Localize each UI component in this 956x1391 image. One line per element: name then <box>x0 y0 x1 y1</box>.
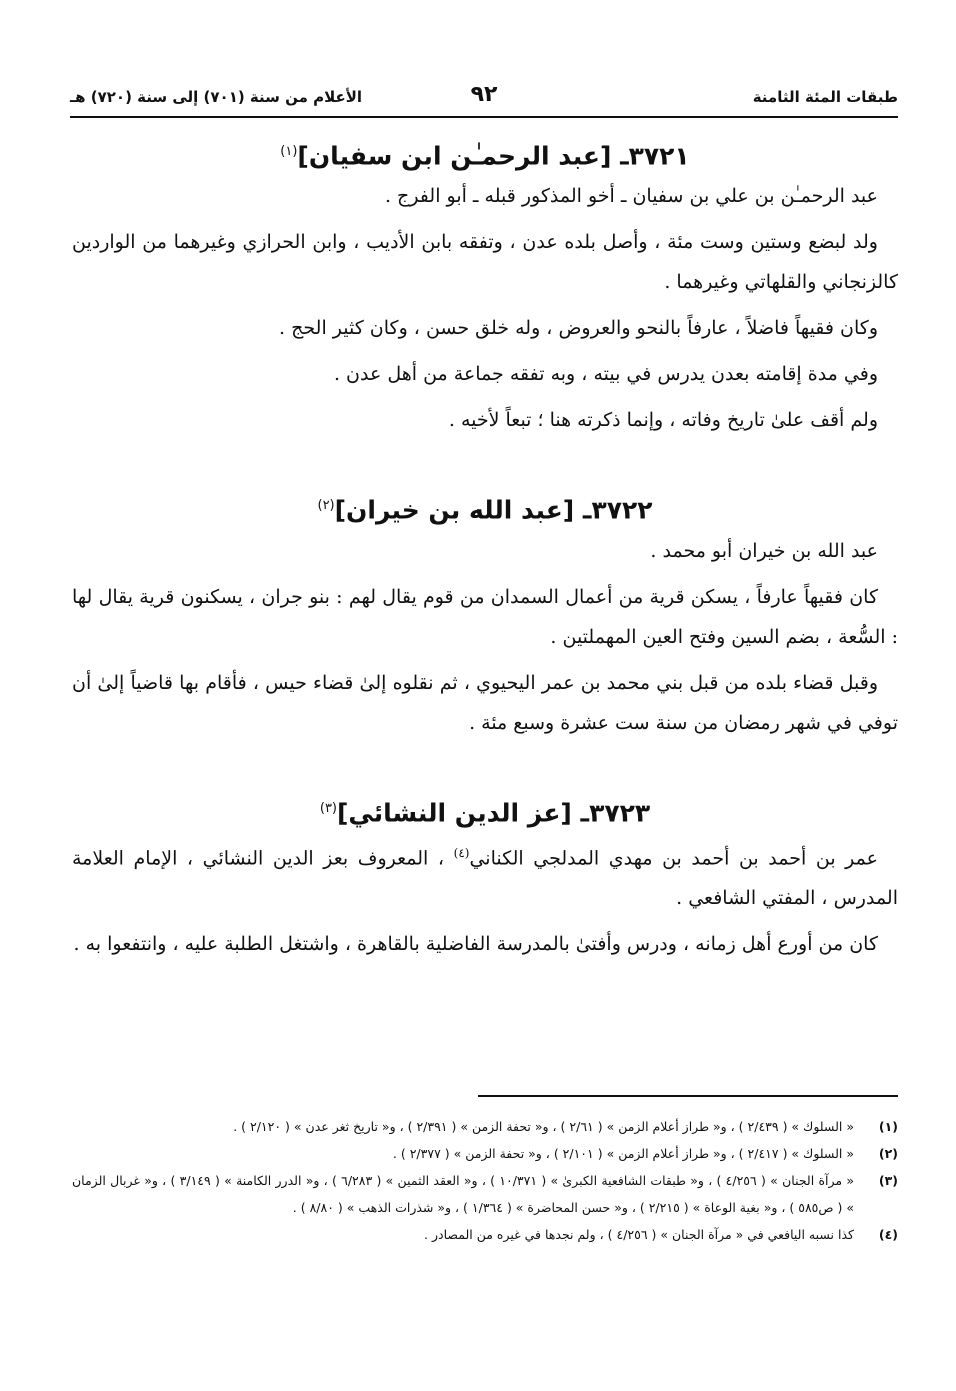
footnote-number: (٣) <box>878 1173 898 1188</box>
footnote-number: (١) <box>878 1119 898 1134</box>
paragraph: عبد الرحمـٰن بن علي بن سفيان ـ أخو المذكور قبله ـ أبو الفرج . <box>384 185 878 208</box>
footnote-text: كذا نسبه اليافعي في « مرآة الجنان » ( ٤/٢٥٦ ) ، ولم نجدها في غيره من المصادر . <box>424 1227 854 1242</box>
footnote-divider <box>478 1095 898 1097</box>
footnote-number: (٢) <box>878 1146 898 1161</box>
footnote <box>72 1221 898 1248</box>
paragraph <box>72 833 898 918</box>
footnote-text: « السلوك » ( ٢/٤٣٩ ) ، و« طراز أعلام الزمن » ( ٢/٦١ ) ، و« تحفة الزمن » ( ٢/٣٩١ ) ، و« تاريخ ثغر عدن » ( ٢/١٢٠ ) . <box>233 1119 854 1134</box>
page-number: ٩٢ <box>470 82 498 107</box>
paragraph: ولد لبضع وستين وست مئة ، وأصل بلده عدن ، وتفقه بابن الأديب ، وابن الحرازي وغيرهما من الواردين كالزنجاني والقلهاتي وغيرهما . <box>72 231 898 294</box>
spacer <box>72 446 898 486</box>
entry-title-text: ٣٧٢٣ـ [عز الدين النشائي] <box>337 797 651 827</box>
footnote <box>72 1167 898 1221</box>
spacer <box>72 749 898 789</box>
footnote <box>72 1113 898 1140</box>
paragraph: عبد الله بن خيران أبو محمد . <box>650 539 878 562</box>
footnote-ref: (٤) <box>453 845 470 860</box>
footnote-ref: (٣) <box>319 800 337 816</box>
paragraph: وكان فقيهاً فاضلاً ، عارفاً بالنحو والعروض ، وله خلق حسن ، وكان كثير الحج . <box>279 317 878 340</box>
footnote-ref: (٢) <box>317 498 335 514</box>
entry-title-text: ٣٧٢٢ـ [عبد الله بن خيران] <box>334 495 653 525</box>
footnote-ref: (١) <box>280 144 298 159</box>
entry-title <box>72 486 898 530</box>
entry-title <box>72 789 898 833</box>
header-years-range: الأعلام من سنة (٧٠١) إلى سنة (٧٢٠) هـ <box>70 88 363 106</box>
paragraph: ولم أقف علىٰ تاريخ وفاته ، وإنما ذكرته هنا ؛ تبعاً لأخيه . <box>448 409 878 432</box>
footnote-text: « مرآة الجنان » ( ٤/٢٥٦ ) ، و« طبقات الشافعية الكبرىٰ » ( ١٠/٣٧١ ) ، و« العقد الثمين » ( ٦/٢٨٣ ) ، و« الدرر الكامنة » ( ٣/١٤٩ ) ، و« غربال الزمان » ( ص٥٨٥ ) ، و« بغية الوعاة » ( ٢/٢١٥ ) ، و« حسن المحاضرة » ( ١/٣٦٤ ) ، و« شذرات الذهب » ( ٨/٨٠ ) . <box>72 1173 855 1215</box>
entry-title <box>72 132 898 176</box>
header-book-section: طبقات المئة الثامنة <box>752 88 898 106</box>
paragraph: وقبل قضاء بلده من قبل بني محمد بن عمر اليحيوي ، ثم نقلوه إلىٰ قضاء حيس ، فأقام بها قاضياً إلىٰ أن توفي في شهر رمضان من سنة ست عشرة وسبع مئة . <box>72 671 898 734</box>
footnotes <box>72 1095 898 1248</box>
paragraph: وفي مدة إقامته بعدن يدرس في بيته ، وبه تفقه جماعة من أهل عدن . <box>333 363 878 386</box>
entry-title-text: ٣٧٢١ـ [عبد الرحمـٰن ابن سفيان] <box>297 141 690 171</box>
main-text <box>72 132 898 970</box>
footnote <box>72 1140 898 1167</box>
paragraph-text: عمر بن أحمد بن أحمد بن مهدي المدلجي الكناني <box>469 847 878 870</box>
paragraph-text: ، المعروف بعز الدين النشائي ، الإمام العلامة المدرس ، المفتي الشافعي . <box>72 847 898 910</box>
footnote-text: « السلوك » ( ٢/٤١٧ ) ، و« طراز أعلام الزمن » ( ٢/١٠١ ) ، و« تحفة الزمن » ( ٢/٣٧٧ ) . <box>392 1146 854 1161</box>
running-header <box>70 76 898 118</box>
paragraph: كان من أورع أهل زمانه ، ودرس وأفتىٰ بالمدرسة الفاضلية بالقاهرة ، واشتغل الطلبة عليه ، وانتفعوا به . <box>73 933 878 956</box>
footnote-number: (٤) <box>878 1227 898 1242</box>
paragraph: كان فقيهاً عارفاً ، يسكن قرية من أعمال السمدان من قوم يقال لهم : بنو جران ، يسكنون قرية يقال لها : السُّعة ، بضم السين وفتح العين المهملتين . <box>72 585 898 648</box>
